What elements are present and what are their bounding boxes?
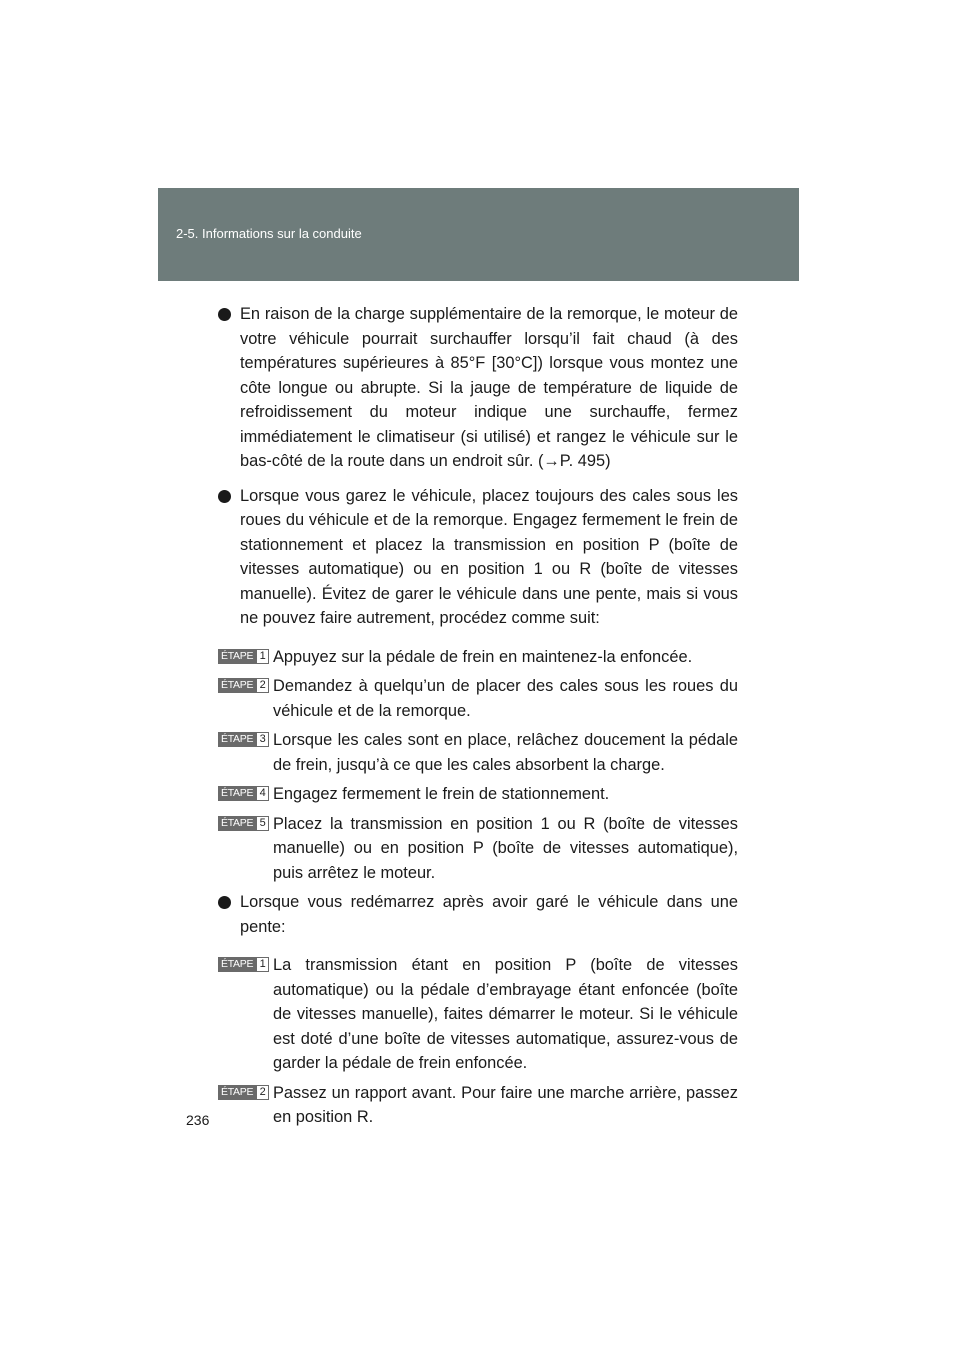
step-badge: ÉTAPE 1 — [218, 649, 269, 664]
step-text: Appuyez sur la pédale de frein en maintenez-la enfoncée. — [273, 647, 693, 666]
step-text: La transmission étant en position P (boîte de vitesses automatique) ou la pédale d’embrayage étant enfoncée (boîte de vitesses manuelle), faites démarrer le moteur. Si le véhicule est doté d’une boîte de vitesses automatique, assurez-vous de garder la pédale de frein enfoncée. — [273, 956, 738, 1072]
bullet-icon — [218, 490, 231, 503]
step-item — [218, 645, 738, 670]
section-title: 2-5. Informations sur la conduite — [176, 226, 362, 241]
step-badge: ÉTAPE 3 — [218, 732, 269, 747]
bullet-icon — [218, 896, 231, 909]
page-number: 236 — [186, 1112, 210, 1128]
step-text: Passez un rapport avant. Pour faire une marche arrière, passez en position R. — [273, 1083, 738, 1126]
step-badge: ÉTAPE 1 — [218, 957, 269, 972]
step-badge: ÉTAPE 5 — [218, 816, 269, 831]
bullet-item — [218, 484, 738, 631]
bullet-text: Lorsque vous garez le véhicule, placez toujours des cales sous les roues du véhicule et de la remorque. Engagez fermement le frein de stationnement et placez la transmission en position P (boîte de vitesses automatique) ou en position 1 ou R (boîte de vitesses manuelle). Évitez de garer le véhicule dans une pente, mais si vous ne pouvez faire autrement, procédez comme suit: — [240, 486, 738, 627]
step-item — [218, 728, 738, 777]
step-text: Demandez à quelqu’un de placer des cales sous les roues du véhicule et de la remorque. — [273, 677, 738, 720]
step-text: Placez la transmission en position 1 ou R (boîte de vitesses manuelle) ou en position P (boîte de vitesses automatique), puis arrêtez le moteur. — [273, 814, 738, 882]
bullet-text: Lorsque vous redémarrez après avoir garé le véhicule dans une pente: — [240, 893, 738, 936]
step-text: Engagez fermement le frein de stationnement. — [273, 785, 610, 803]
bullet-item — [218, 302, 738, 474]
bullet-icon — [218, 308, 231, 321]
bullet-item — [218, 890, 738, 939]
step-item — [218, 674, 738, 723]
section-header — [158, 188, 799, 281]
bullet-text: En raison de la charge supplémentaire de la remorque, le moteur de votre véhicule pourrait surchauffer lorsqu’il fait chaud (à des températures supérieures à 85°F [30°C]) lorsque vous montez une côte longue ou abrupte. Si la jauge de température de liquide de refroidissement du moteur indique une surchauffe, fermez immédiatement le climatiseur (si utilisé) et rangez le véhicule sur le bas-côté de la route dans un endroit sûr. (→P. 495) — [240, 305, 738, 470]
step-badge: ÉTAPE 4 — [218, 786, 269, 801]
step-item — [218, 782, 738, 807]
step-item — [218, 812, 738, 886]
page-content — [218, 302, 738, 1135]
step-text: Lorsque les cales sont en place, relâchez doucement la pédale de frein, jusqu’à ce que les cales absorbent la charge. — [273, 731, 738, 774]
step-badge: ÉTAPE 2 — [218, 678, 269, 693]
step-badge: ÉTAPE 2 — [218, 1085, 269, 1100]
step-item — [218, 953, 738, 1076]
step-list — [218, 645, 738, 886]
step-list — [218, 953, 738, 1130]
step-item — [218, 1081, 738, 1130]
